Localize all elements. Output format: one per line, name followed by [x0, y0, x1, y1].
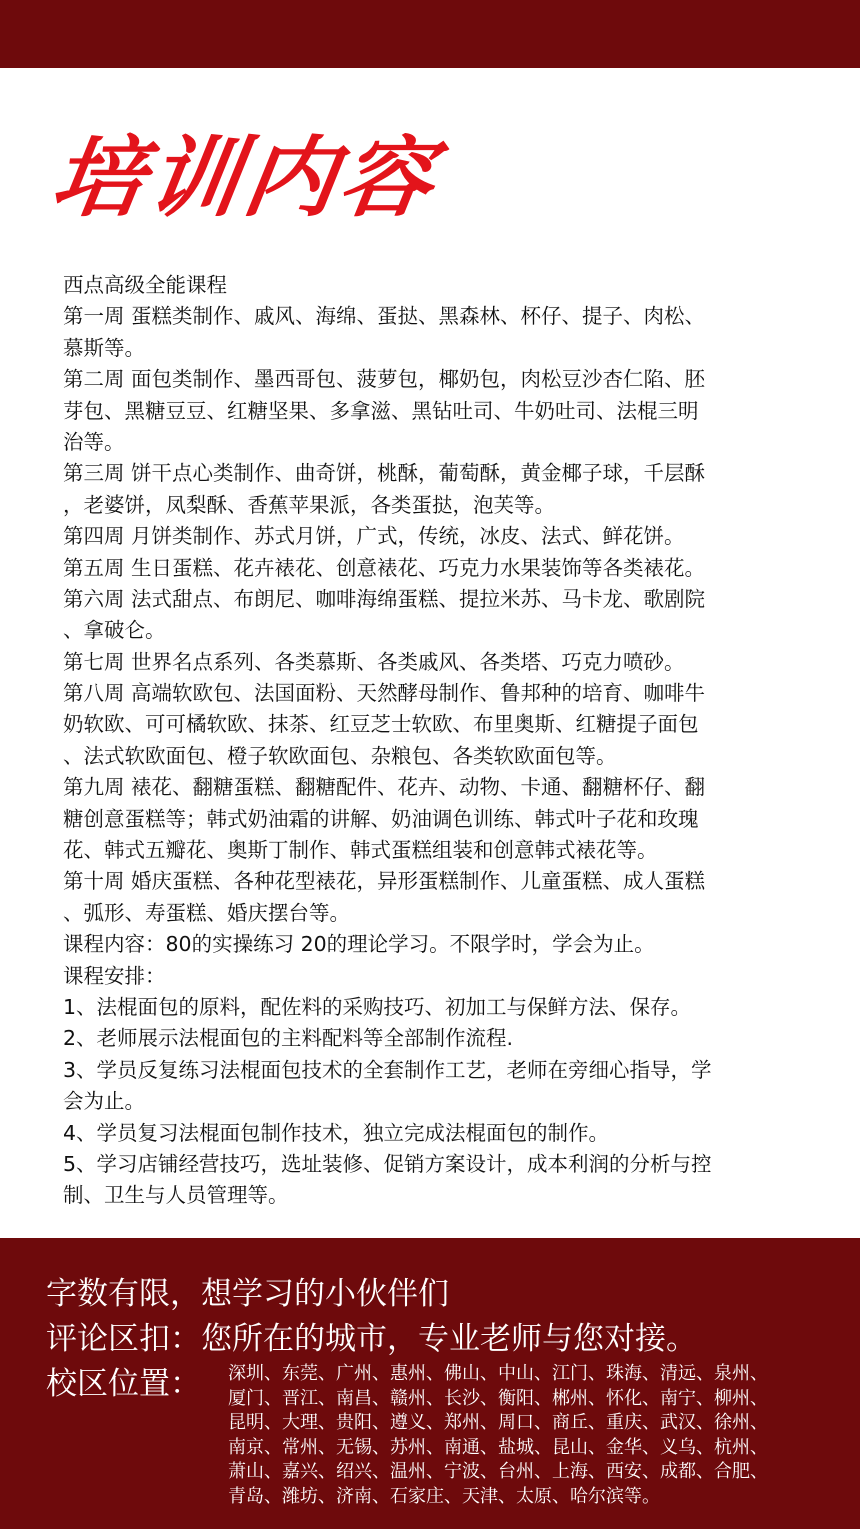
content-line: 、弧形、寿蛋糕、婚庆摆台等。	[63, 900, 350, 925]
content-line: 西点高级全能课程	[63, 273, 227, 297]
campus-label: 校区位置：	[46, 1366, 201, 1402]
content-line: 慕斯等。	[63, 335, 145, 360]
content-line: 、拿破仑。	[63, 618, 166, 643]
content-line: 、法式软欧面包、橙子软欧面包、杂粮包、各类软欧面包等。	[63, 743, 617, 768]
content-line: 治等。	[63, 429, 125, 454]
content-line: 3、学员反复练习法棍面包技术的全套制作工艺，老师在旁细心指导，学	[63, 1057, 712, 1082]
content-line: 芽包、黑糖豆豆、红糖坚果、多拿滋、黑钻吐司、牛奶吐司、法棍三明	[63, 398, 699, 423]
content-line: 奶软欧、可可橘软欧、抹茶、红豆芝士软欧、布里奥斯、红糖提子面包	[63, 712, 699, 737]
content-line: 第六周 法式甜点、布朗尼、咖啡海绵蛋糕、提拉米苏、马卡龙、歌剧院	[63, 586, 706, 611]
city-line: 萧山、嘉兴、绍兴、温州、宁波、台州、上海、西安、成都、合肥、	[228, 1461, 768, 1482]
campus-city-list	[228, 1362, 768, 1509]
city-line: 南京、常州、无锡、苏州、南通、盐城、昆山、金华、义乌、杭州、	[228, 1436, 768, 1458]
city-line: 厦门、晋江、南昌、赣州、长沙、衡阳、郴州、怀化、南宁、柳州、	[228, 1387, 768, 1409]
footer-line-1: 字数有限，想学习的小伙伴们	[46, 1276, 449, 1312]
content-line: 糖创意蛋糕等；韩式奶油霜的讲解、奶油调色训练、韩式叶子花和玫瑰	[63, 806, 699, 831]
city-line: 青岛、潍坊、济南、石家庄、天津、太原、哈尔滨等。	[228, 1485, 660, 1507]
content-line: 花、韩式五瓣花、奥斯丁制作、韩式蛋糕组装和创意韩式裱花等。	[63, 838, 658, 863]
city-line: 昆明、大理、贵阳、遵义、郑州、周口、商丘、重庆、武汉、徐州、	[228, 1412, 768, 1433]
content-line: 第一周 蛋糕类制作、戚风、海绵、蛋挞、黑森林、杯仔、提子、肉松、	[63, 304, 706, 329]
content-line: 2、老师展示法棍面包的主料配料等全部制作流程.	[63, 1026, 514, 1051]
page-title: 培训内容	[45, 127, 444, 229]
content-line: 第二周 面包类制作、墨西哥包、菠萝包，椰奶包，肉松豆沙杏仁陷、胚	[63, 367, 706, 392]
content-line: ，老婆饼，凤梨酥、香蕉苹果派，各类蛋挞，泡芙等。	[63, 492, 555, 517]
content-line: 第十周 婚庆蛋糕、各种花型裱花，异形蛋糕制作、儿童蛋糕、成人蛋糕	[63, 869, 706, 894]
content-line: 1、法棍面包的原料，配佐料的采购技巧、初加工与保鲜方法、保存。	[63, 994, 692, 1019]
content-line: 课程安排：	[63, 963, 166, 988]
city-line: 深圳、东莞、广州、惠州、佛山、中山、江门、珠海、清远、泉州、	[228, 1363, 768, 1384]
content-line: 第三周 饼干点心类制作、曲奇饼，桃酥，葡萄酥，黄金椰子球，千层酥	[63, 461, 706, 486]
footer-banner	[0, 1238, 860, 1529]
top-banner	[0, 0, 860, 68]
content-line: 第五周 生日蛋糕、花卉裱花、创意裱花、巧克力水果装饰等各类裱花。	[63, 555, 706, 580]
content-line: 会为止。	[63, 1089, 145, 1114]
content-line: 4、学员复习法棍面包制作技术，独立完成法棍面包的制作。	[63, 1120, 610, 1145]
content-line: 制、卫生与人员管理等。	[63, 1183, 289, 1208]
content-line: 第九周 裱花、翻糖蛋糕、翻糖配件、花卉、动物、卡通、翻糖杯仔、翻	[63, 775, 706, 800]
content-line: 第四周 月饼类制作、苏式月饼，广式，传统，冰皮、法式、鲜花饼。	[63, 524, 685, 549]
content-line: 课程内容：80的实操练习 20的理论学习。不限学时，学会为止。	[63, 932, 655, 957]
footer-line-2: 评论区扣：您所在的城市，专业老师与您对接。	[46, 1321, 697, 1357]
content-line: 第七周 世界名点系列、各类慕斯、各类戚风、各类塔、巧克力喷砂。	[63, 649, 685, 674]
course-content	[63, 270, 843, 1212]
content-line: 第八周 高端软欧包、法国面粉、天然酵母制作、鲁邦种的培育、咖啡牛	[63, 681, 706, 706]
content-line: 5、学习店铺经营技巧，选址装修、促销方案设计，成本利润的分析与控	[63, 1151, 712, 1176]
